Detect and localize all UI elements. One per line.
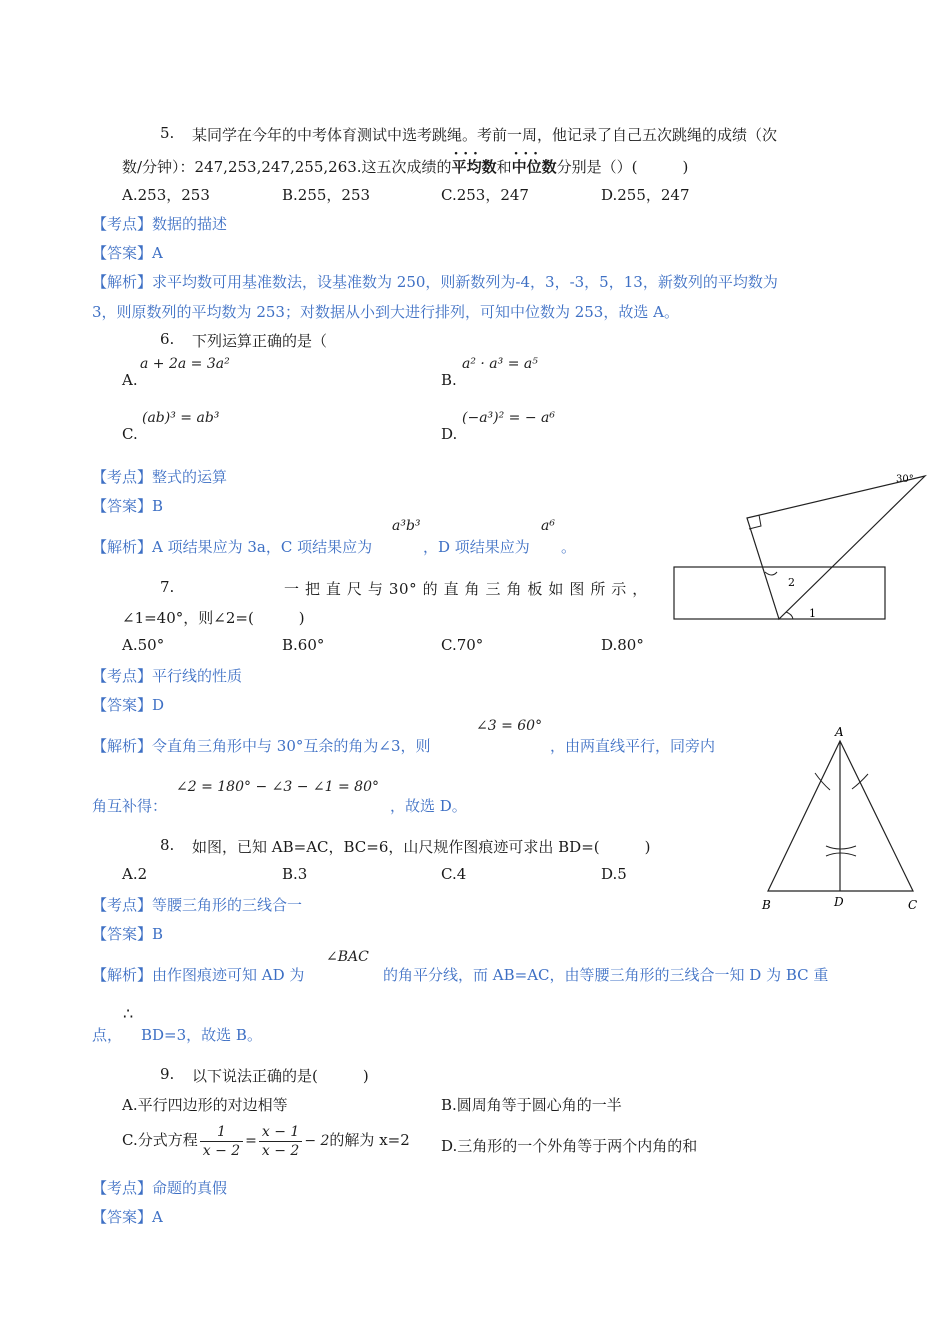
answer-value: B: [152, 925, 164, 943]
q6-jiexi-math-1: a³b³: [392, 518, 421, 534]
q9-answer: [92, 1206, 163, 1227]
q8-jiexi-text-2: 的角平分线，而 AB=AC，由等腰三角形的三线合一知 D 为 BC 重: [383, 966, 829, 984]
q7-jiexi-text-2: ，由两直线平行，同旁内: [550, 737, 716, 755]
fraction-1-numerator: 1: [200, 1123, 243, 1142]
q5-text-and: 和: [496, 158, 512, 176]
q8-jiexi-text-4: BD=3，故选 B。: [141, 1026, 262, 1044]
angle-2-arc: [765, 572, 777, 575]
jiexi-label: 【解析】: [92, 737, 153, 755]
q7-figure: [660, 460, 930, 630]
q5-option-b: B.255，253: [282, 186, 371, 204]
jiexi-label: 【解析】: [92, 273, 153, 291]
set-square: [747, 476, 925, 619]
q5-number: 5.: [160, 124, 175, 142]
jiexi-text: 求平均数可用基准数法，设基准数为 250，则新数列为-4，3，-3，5，13，新数列的平均数为: [152, 273, 778, 291]
q6-jiexi-text-3: 。: [561, 538, 577, 556]
jiexi-text-1: A 项结果应为 3a，C 项结果应为: [152, 538, 373, 556]
q5-text-prefix: 数/分钟）：247,253,247,255,263.这五次成绩的: [122, 158, 452, 176]
q9-option-c-prefix: C.分式方程: [122, 1131, 198, 1149]
q6-option-b-label: B.: [441, 371, 457, 389]
answer-value: D: [152, 696, 165, 714]
jiexi-text-1: 由作图痕迹可知 AD 为: [152, 966, 305, 984]
q8-option-c: C.4: [441, 865, 467, 883]
q6-number: 6.: [160, 330, 175, 348]
fraction-2-denominator: x − 2: [261, 1142, 300, 1159]
fraction-1: [200, 1123, 243, 1160]
q9-option-c-suffix: 的解为 x=2: [329, 1131, 410, 1149]
kaodian-value: 等腰三角形的三线合一: [152, 896, 303, 914]
q9-kaodian: [92, 1177, 227, 1198]
q5-jiexi-line2: 3，则原数列的平均数为 253；对数据从小到大进行排列，可知中位数为 253，故选 A。: [92, 303, 679, 321]
kaodian-value: 命题的真假: [152, 1179, 228, 1197]
label-1: 1: [809, 607, 816, 620]
q7-jiexi-math-1: ∠3 = 60°: [476, 718, 543, 734]
fraction-1-denominator: x − 2: [202, 1142, 241, 1159]
cross-mark-2: [826, 853, 856, 856]
kaodian-label: 【考点】: [92, 468, 153, 486]
q7-jiexi-line1: [92, 735, 430, 756]
q7-jiexi-text-4: ，故选 D。: [390, 797, 467, 815]
q8-kaodian: [92, 894, 302, 915]
q5-emphasis-mean: · · · 平均数: [452, 158, 497, 176]
kaodian-label: 【考点】: [92, 215, 153, 233]
q8-option-d: D.5: [601, 865, 627, 883]
q5-option-a: A.253，253: [122, 186, 210, 204]
q6-option-d-label: D.: [441, 425, 458, 443]
q7-jiexi-math-2: ∠2 = 180° − ∠3 − ∠1 = 80°: [176, 779, 379, 795]
q5-option-c: C.253，247: [441, 186, 529, 204]
q7-answer: [92, 694, 164, 715]
q6-answer: [92, 495, 163, 516]
label-2: 2: [788, 576, 795, 589]
q8-figure: [750, 720, 930, 920]
fraction-2-numerator: x − 1: [259, 1123, 302, 1142]
kaodian-value: 平行线的性质: [152, 667, 243, 685]
kaodian-value: 整式的运算: [152, 468, 228, 486]
q6-option-c-label: C.: [122, 425, 138, 443]
q6-jiexi-math-2: a⁶: [541, 518, 555, 534]
label-b: B: [762, 898, 771, 912]
q5-emphasis-median: · · · 中位数: [512, 158, 557, 176]
q7-option-c: C.70°: [441, 636, 484, 654]
equals-sign: =: [245, 1133, 257, 1149]
q8-jiexi-math-1: ∠BAC: [326, 949, 369, 965]
angle-1-arc: [786, 612, 793, 619]
q7-number: 7.: [160, 578, 175, 596]
q7-text-line1: 一 把 直 尺 与 30° 的 直 角 三 角 板 如 图 所 示 ，: [284, 580, 648, 598]
cross-mark-1: [826, 846, 856, 849]
q5-option-d: D.255，247: [601, 186, 690, 204]
q6-text: 下列运算正确的是（: [192, 332, 328, 350]
q7-text-line2: ∠1=40°，则∠2=( ): [122, 609, 305, 627]
ruler-rect: [674, 567, 885, 619]
answer-label: 【答案】: [92, 696, 153, 714]
q6-option-b-math: a² · a³ = a⁵: [462, 356, 538, 372]
minus-two: − 2: [304, 1133, 330, 1149]
q7-option-a: A.50°: [122, 636, 165, 654]
label-30: 30°: [896, 474, 914, 485]
q6-kaodian: [92, 466, 227, 487]
q6-jiexi: [92, 536, 372, 557]
q9-option-c: [122, 1121, 410, 1160]
answer-value: B: [152, 497, 164, 515]
q6-option-a-label: A.: [122, 371, 138, 389]
q9-option-b: B.圆周角等于圆心角的一半: [441, 1096, 622, 1114]
label-d: D: [834, 895, 844, 909]
q8-jiexi-text-3: 点，: [92, 1026, 123, 1044]
q5-jiexi-line1: [92, 271, 778, 292]
q7-jiexi-text-3: 角互补得：: [92, 797, 168, 815]
kaodian-value: 数据的描述: [152, 215, 228, 233]
jiexi-label: 【解析】: [92, 538, 153, 556]
kaodian-label: 【考点】: [92, 1179, 153, 1197]
q9-option-d: D.三角形的一个外角等于两个内角的和: [441, 1137, 698, 1155]
answer-label: 【答案】: [92, 1208, 153, 1226]
q5-text-suffix: 分别是（）( ): [556, 158, 689, 176]
q8-jiexi-line1: [92, 964, 304, 985]
answer-value: A: [152, 1208, 163, 1226]
jiexi-label: 【解析】: [92, 966, 153, 984]
q9-option-a: A.平行四边形的对边相等: [122, 1096, 288, 1114]
q8-option-b: B.3: [282, 865, 308, 883]
kaodian-label: 【考点】: [92, 896, 153, 914]
answer-label: 【答案】: [92, 244, 153, 262]
q5-text-line1: 某同学在今年的中考体育测试中选考跳绳。考前一周，他记录了自己五次跳绳的成绩（次: [192, 126, 778, 144]
q6-jiexi-text-2: ，D 项结果应为: [423, 538, 530, 556]
q5-text-line2: [122, 156, 688, 177]
q8-text: 如图，已知 AB=AC，BC=6，山尺规作图痕迹可求出 BD=( ): [192, 838, 651, 856]
q7-kaodian: [92, 665, 242, 686]
q5-answer: [92, 242, 163, 263]
jiexi-text-1: 令直角三角形中与 30°互余的角为∠3，则: [152, 737, 431, 755]
q8-number: 8.: [160, 836, 175, 854]
label-c: C: [908, 898, 918, 912]
answer-label: 【答案】: [92, 497, 153, 515]
answer-value: A: [152, 244, 163, 262]
fraction-2: [259, 1123, 302, 1160]
q5-kaodian: [92, 213, 227, 234]
q8-answer: [92, 923, 163, 944]
therefore-symbol: ∴: [123, 1004, 134, 1023]
q6-option-a-math: a + 2a = 3a²: [140, 356, 230, 372]
q7-option-b: B.60°: [282, 636, 325, 654]
q7-option-d: D.80°: [601, 636, 644, 654]
label-a: A: [835, 725, 844, 739]
kaodian-label: 【考点】: [92, 667, 153, 685]
q8-option-a: A.2: [122, 865, 148, 883]
q9-number: 9.: [160, 1065, 175, 1083]
answer-label: 【答案】: [92, 925, 153, 943]
q9-text: 以下说法正确的是( ): [192, 1067, 369, 1085]
q6-option-c-math: (ab)³ = ab³: [142, 410, 220, 426]
q6-option-d-math: (−a³)² = − a⁶: [462, 410, 555, 426]
